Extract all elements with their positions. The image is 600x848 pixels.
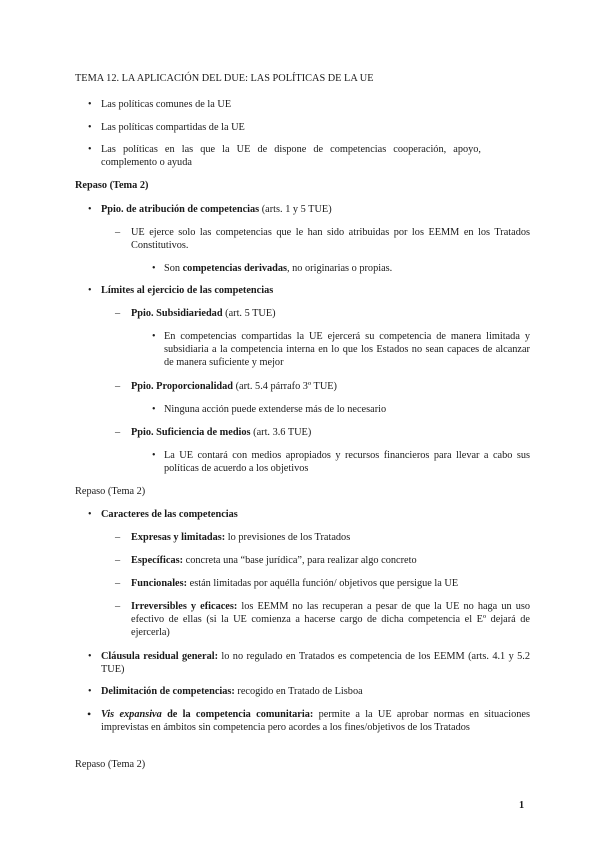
item-expresas [131,531,350,544]
derivadas-prefix: Son [164,263,183,274]
subsidiariedad-ref: (art. 5 TUE) [222,308,276,319]
clausula-text: lo no regulado en Tratados es competencia de los EEMM (arts. 4.1 y 5.2 TUE) [101,651,531,675]
item-especificas [131,554,417,567]
item-suficiencia [131,426,311,439]
delimitacion-label: Delimitación de competencias: [101,686,235,697]
suficiencia-label: Ppio. Suficiencia de medios [131,427,251,438]
suficiencia-ref: (art. 3.6 TUE) [250,427,312,438]
bullet-icon: • [88,686,92,697]
suficiencia-description: La UE contará con medios apropiados y recursos financieros para llevar a cabo sus políticas de acuerdo a los objetivos [164,450,530,474]
bullet-icon: • [88,651,92,662]
bullet-icon: • [88,99,92,110]
atribucion-description: UE ejerce solo las competencias que le han sido atribuidas por los EEMM en los Tratados Constitutivos. [131,227,530,251]
proporcionalidad-ref: (art. 5.4 párrafo 3º TUE) [233,381,337,392]
vis-label-italic: Vis expansiva [101,709,162,720]
derivadas-suffix: , no originarias o propias. [287,263,393,274]
item-atribucion [101,203,332,216]
subsidiariedad-label: Ppio. Subsidiariedad [131,308,223,319]
section-heading-repaso-1: Repaso (Tema 2) [75,180,149,191]
dash-icon: – [115,555,121,566]
item-atribucion-label: Ppio. de atribución de competencias [101,204,260,215]
bullet-icon: • [87,707,92,721]
especificas-text: concreta una “base jurídica”, para realizar algo concreto [183,555,417,566]
proporcionalidad-label: Ppio. Proporcionalidad [131,381,234,392]
subsidiariedad-description: En competencias compartidas la UE ejercerá su competencia de manera limitada y subsidiaria a la competencia interna en lo que los Estados no sean capaces de alcanzar de manera suficiente y mejor [164,331,530,368]
intro-item-compartidas: Las políticas compartidas de la UE [101,122,245,133]
document-title: TEMA 12. LA APLICACIÓN DEL DUE: LAS POLÍTICAS DE LA UE [75,73,374,84]
expresas-text: lo previsiones de los Tratados [225,532,351,543]
derivadas-bold: competencias derivadas [182,263,287,274]
item-caracteres-label: Caracteres de las competencias [101,509,238,520]
bullet-icon: • [152,331,156,342]
delimitacion-text: recogido en Tratado de Lisboa [234,686,363,697]
irreversibles-label: Irreversibles y eficaces: [131,601,238,612]
vis-label-rest: de la competencia comunitaria: [161,709,314,720]
bullet-icon: • [152,450,156,461]
bullet-icon: • [88,509,92,520]
dash-icon: – [115,578,121,589]
irreversibles-text: los EEMM no las recuperan a pesar de que la UE no haga un uso efectivo de ellas (si la UE comienza a hacerse cargo de dicha competencia el Eº dejará de ejercerla) [131,601,530,638]
item-delimitacion [101,685,363,698]
dash-icon: – [115,601,121,612]
bullet-icon: • [88,285,92,296]
dash-icon: – [115,227,121,238]
intro-item-comunes: Las políticas comunes de la UE [101,99,232,110]
item-atribucion-ref: (arts. 1 y 5 TUE) [259,204,332,215]
item-clausula [101,650,530,676]
dash-icon: – [115,427,121,438]
atribucion-derivadas [164,262,392,275]
expresas-label: Expresas y limitadas: [131,532,226,543]
vis-text: permite a la UE aprobar normas en situaciones imprevistas en ámbitos sin competencia pero acordes a los fines/objetivos de los Tratados [101,709,530,733]
bullet-icon: • [152,263,156,274]
clausula-label: Cláusula residual general: [101,651,219,662]
especificas-label: Específicas: [131,555,184,566]
dash-icon: – [115,532,121,543]
item-limites-label: Límites al ejercicio de las competencias [101,285,274,296]
item-funcionales [131,577,458,590]
item-irreversibles [131,600,530,639]
dash-icon: – [115,381,121,392]
section-heading-repaso-2: Repaso (Tema 2) [75,486,146,497]
bullet-icon: • [88,122,92,133]
item-subsidiariedad [131,307,276,320]
page-number: 1 [519,800,525,811]
bullet-icon: • [152,404,156,415]
item-proporcionalidad [131,380,337,393]
item-vis-expansiva [101,708,530,734]
funcionales-text: están limitadas por aquélla función/ objetivos que persigue la UE [187,578,459,589]
bullet-icon: • [88,144,92,155]
bullet-icon: • [88,204,92,215]
funcionales-label: Funcionales: [131,578,188,589]
section-heading-repaso-3: Repaso (Tema 2) [75,759,146,770]
intro-item-cooperacion: Las políticas en las que la UE de dispone de competencias cooperación, apoyo, complemento o ayuda [101,144,481,168]
proporcionalidad-description: Ninguna acción puede extenderse más de lo necesario [164,404,387,415]
dash-icon: – [115,308,121,319]
